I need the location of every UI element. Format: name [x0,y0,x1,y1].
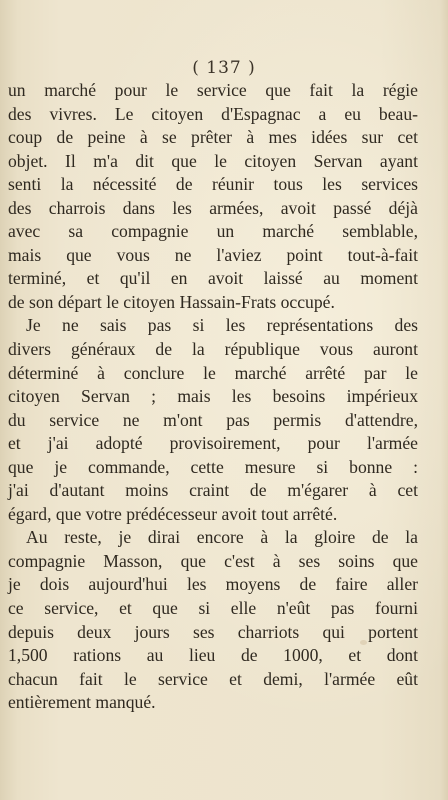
page-number: ( 137 ) [192,58,256,78]
text-line: du service ne m'ont pas permis d'attendre, [8,409,418,430]
text-line: j'ai d'autant moins craint de m'égarer à cet [8,480,418,501]
text-line: des vivres. Le citoyen d'Espagnac a eu beau- [8,103,418,124]
text-line: et j'ai adopté provisoirement, pour l'armée [8,433,418,454]
text-line: divers généraux de la république vous auront [8,339,418,360]
text-line: un marché pour le service que fait la régie [8,80,418,100]
text-line: terminé, et qu'il en avoit laissé au moment [8,268,418,289]
text-line: mais que vous ne l'aviez point tout-à-fait [8,244,418,265]
text-line: Au reste, je dirai encore à la gloire de la [26,527,418,548]
text-line: déterminé à conclure le marché arrêté par le [8,362,418,383]
text-line: que je commande, cette mesure si bonne : [8,456,418,477]
text-line: entièrement manqué. [8,692,156,713]
text-line: senti la nécessité de réunir tous les services [8,174,418,195]
text-line: je dois aujourd'hui les moyens de faire aller [8,574,418,595]
text-line: coup de peine à se prêter à mes idées sur cet [8,127,418,148]
text-line: objet. Il m'a dit que le citoyen Servan ayant [8,150,418,171]
text-line: avec sa compagnie un marché semblable, [8,221,418,242]
text-line: ce service, et que si elle n'eût pas fourni [8,598,418,619]
text-line: compagnie Masson, que c'est à ses soins que [8,550,418,571]
text-line: des charrois dans les armées, avoit passé déjà [8,197,418,218]
text-line: de son départ le citoyen Hassain-Frats occupé. [8,291,335,312]
text-line: chacun fait le service et demi, l'armée eût [8,668,418,689]
text-line: 1,500 rations au lieu de 1000, et dont [8,645,418,666]
body-text [8,79,418,715]
text-line: depuis deux jours ses charriots qui portent [8,621,418,642]
text-line: citoyen Servan ; mais les besoins impérieux [8,386,418,407]
text-line: égard, que votre prédécesseur avoit tout arrêté. [8,503,338,524]
text-line: Je ne sais pas si les représentations des [26,315,418,336]
